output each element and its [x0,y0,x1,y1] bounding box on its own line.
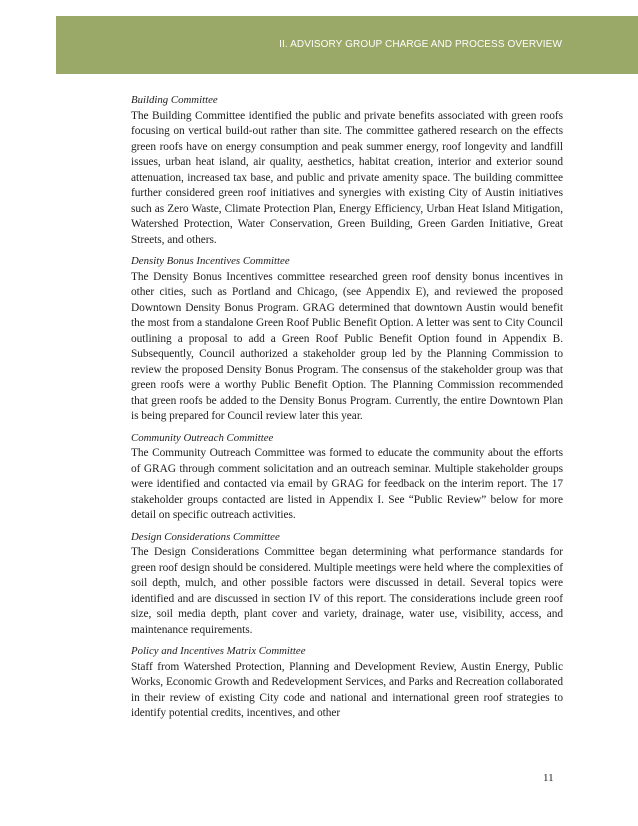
page-header-title: II. ADVISORY GROUP CHARGE AND PROCESS OVERVIEW [279,39,562,50]
section-heading: Design Considerations Committee [131,530,280,543]
section-policy-incentives-committee [131,644,563,722]
section-building-committee [131,93,563,248]
section-design-considerations-committee [131,530,563,639]
section-paragraph: The Design Considerations Committee began determining what performance standards for green roof design should be considered. Multiple meetings were held where the complexities of soil depth, mulch, and other possible factors were discussed in detail. Several topics were identified and are discussed in section IV of this report. The considerations include green roof size, soil media depth, plant cover and variety, drainage, water use, visibility, access, and maintenance requirements. [131,546,563,636]
section-paragraph: The Community Outreach Committee was formed to educate the community about the efforts of GRAG through comment solicitation and an outreach seminar. Multiple stakeholder groups were identified and contacted via email by GRAG for feedback on the interim report. The 17 stakeholder groups contacted are listed in Appendix I. See “Public Review” below for more detail on specific outreach activities. [131,447,563,521]
section-heading: Density Bonus Incentives Committee [131,255,290,267]
section-paragraph: Staff from Watershed Protection, Planning and Development Review, Austin Energy, Public Works, Economic Growth and Redevelopment Services, and Parks and Recreation collaborated in their review of existing City code and national and international green roof strategies to identify potential credits, incentives, and other [131,660,563,719]
section-heading: Policy and Incentives Matrix Committee [131,645,306,657]
section-heading: Building Committee [131,94,218,106]
section-density-bonus-committee [131,254,563,425]
section-paragraph: The Density Bonus Incentives committee researched green roof density bonus incentives in other cities, such as Portland and Chicago, (see Appendix E), and reviewed the proposed Downtown Density Bonus Program. GRAG determined that downtown Austin would benefit the most from a standalone Green Roof Public Benefit Option. A letter was sent to City Council outlining a proposal to add a Green Roof Public Benefit Option found in Appendix B. Subsequently, Council authorized a stakeholder group led by the Planning Commission to review the proposed Density Bonus Program. The consensus of the stakeholder group was that green roofs were a worthy Public Benefit Option. The Planning Commission recommended that green roofs be added to the Density Bonus Program. Currently, the entire Downtown Plan is being prepared for Council review later this year. [131,270,563,422]
section-heading: Community Outreach Committee [131,431,274,444]
section-paragraph: The Building Committee identified the public and private benefits associated with green roofs focusing on vertical build-out rather than site. The committee gathered research on the effects green roofs have on energy consumption and peak summer energy, roof longevity and landfill issues, urban heat island, air quality, aesthetics, habitat creation, interior and exterior sound attenuation, increased tax base, and public and private amenity space. The building committee further considered green roof initiatives and synergies with existing City of Austin initiatives such as Zero Waste, Climate Protection Plan, Energy Efficiency, Urban Heat Island Mitigation, Watershed Protection, Water Conservation, Green Building, Green Garden Initiative, Great Streets, and others. [131,109,563,246]
document-body [131,93,563,728]
section-community-outreach-committee [131,431,563,524]
page-number: 11 [543,772,554,784]
